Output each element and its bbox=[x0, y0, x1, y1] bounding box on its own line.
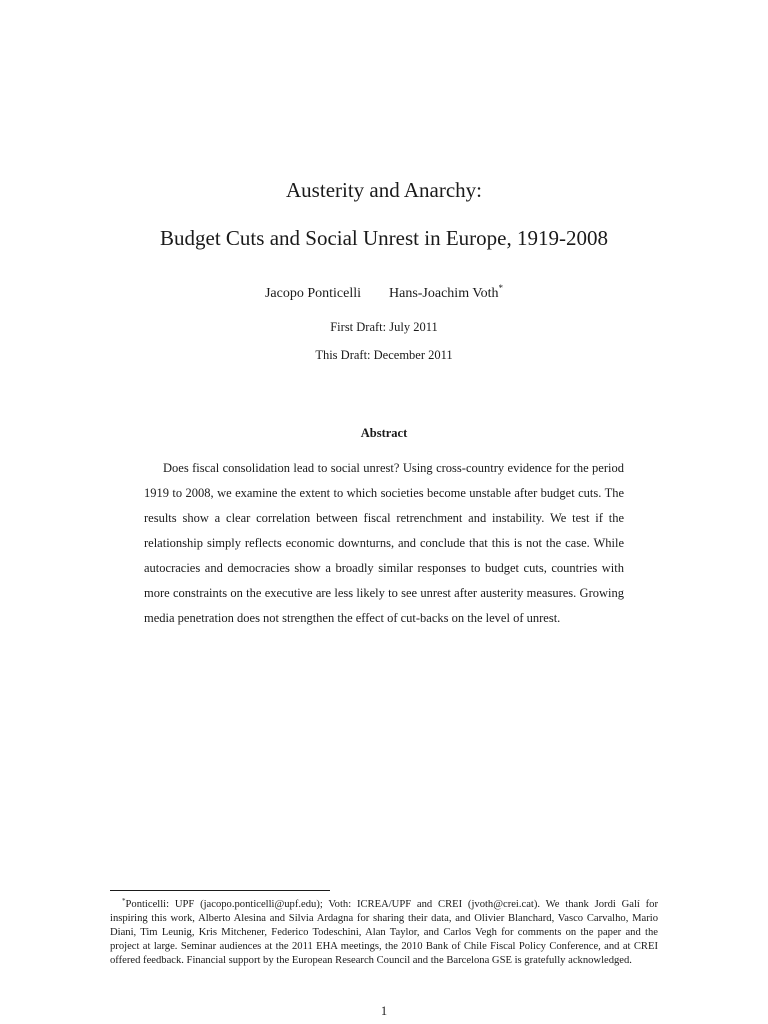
author-name-text: Hans-Joachim Voth bbox=[389, 286, 499, 301]
this-draft-date: This Draft: December 2011 bbox=[315, 348, 453, 362]
author-name bbox=[265, 285, 361, 303]
footnote-divider bbox=[110, 890, 330, 891]
author-name-text: Jacopo Ponticelli bbox=[264, 286, 361, 301]
first-draft-date: First Draft: July 2011 bbox=[330, 320, 438, 334]
author-list bbox=[0, 279, 768, 303]
paper-title: Austerity and Anarchy: bbox=[286, 178, 482, 202]
page-number: 1 bbox=[380, 1004, 388, 1018]
footnote-marker: * bbox=[122, 897, 126, 905]
footnote-text: Ponticelli: UPF (jacopo.ponticelli@upf.edu); Voth: ICREA/UPF and CREI (jvoth@crei.cat). We thank Jordi Galí for inspiring this work, Alberto Alesina and Silvia Ardagna for sharing their data, and Olivier Blanchard, Vasco Carvalho, Mario Diani, Tim Leunig, Kris Mitchener, Federico Todeschini, Alan Taylor, and Carlos Vegh for comments on the paper and the project at large. Seminar audiences at the 2011 EHA meetings, the 2010 Bank of Chile Fiscal Policy Conference, and at CREI offered feedback. Financial support by the European Research Council and the Barcelona GSE is gratefully acknowledged. bbox=[110, 899, 658, 966]
abstract-body: Does fiscal consolidation lead to social unrest? Using cross-country evidence for the period 1919 to 2008, we examine the extent to which societies become unstable after budget cuts. The results show a clear correlation between fiscal retrenchment and instability. We test if the relationship simply reflects economic downturns, and conclude that this is not the case. While autocracies and democracies show a broadly similar responses to budget cuts, countries with more constraints on the executive are less likely to see unrest after austerity measures. Growing media penetration does not strengthen the effect of cut-backs on the level of unrest. bbox=[144, 461, 624, 625]
footnote bbox=[110, 894, 658, 968]
abstract-heading: Abstract bbox=[360, 426, 408, 440]
paper-subtitle: Budget Cuts and Social Unrest in Europe, 1919-2008 bbox=[160, 226, 608, 250]
author-name bbox=[389, 279, 503, 303]
footnote-marker: * bbox=[498, 283, 504, 293]
